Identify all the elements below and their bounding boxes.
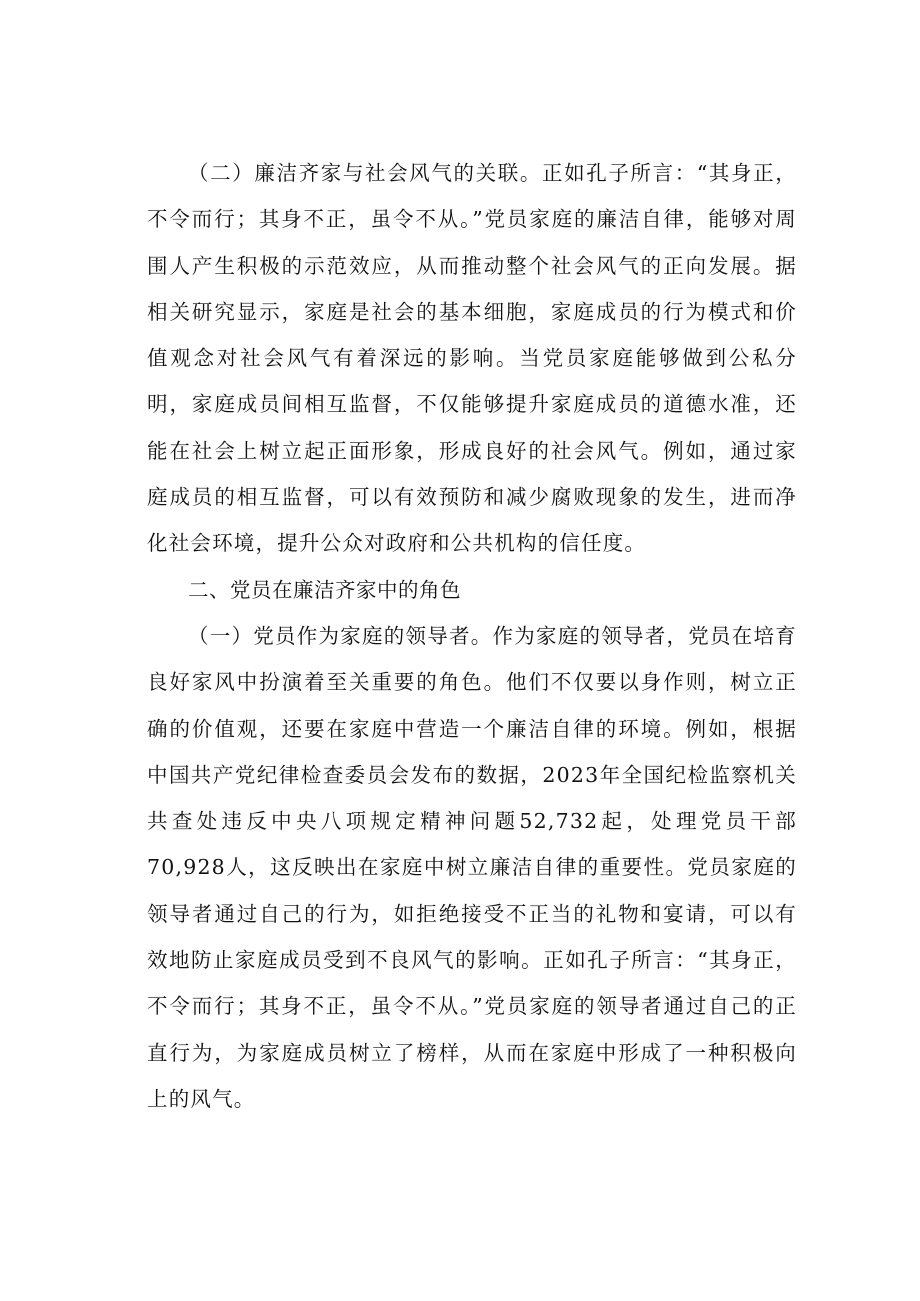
document-body [147, 150, 797, 1122]
paragraph-family-leader: （一）党员作为家庭的领导者。作为家庭的领导者，党员在培育良好家风中扮演着至关重要的角色。他们不仅要以身作则，树立正确的价值观，还要在家庭中营造一个廉洁自律的环境。例如，根据中国共产党纪律检查委员会发布的数据，2023年全国纪检监察机关共查处违反中央八项规定精神问题52,732起，处理党员干部70,928人，这反映出在家庭中树立廉洁自律的重要性。党员家庭的领导者通过自己的行为，如拒绝接受不正当的礼物和宴请，可以有效地防止家庭成员受到不良风气的影响。正如孔子所言：“其身正，不令而行；其身不正，虽令不从。”党员家庭的领导者通过自己的正直行为，为家庭成员树立了榜样，从而在家庭中形成了一种积极向上的风气。 [147, 623, 797, 1111]
section-heading: 二、党员在廉洁齐家中的角色 [188, 577, 461, 602]
paragraph-social-atmosphere: （二）廉洁齐家与社会风气的关联。正如孔子所言：“其身正，不令而行；其身不正，虽令不从。”党员家庭的廉洁自律，能够对周围人产生积极的示范效应，从而推动整个社会风气的正向发展。据相关研究显示，家庭是社会的基本细胞，家庭成员的行为模式和价值观念对社会风气有着深远的影响。当党员家庭能够做到公私分明，家庭成员间相互监督，不仅能够提升家庭成员的道德水准，还能在社会上树立起正面形象，形成良好的社会风气。例如，通过家庭成员的相互监督，可以有效预防和减少腐败现象的发生，进而净化社会环境，提升公众对政府和公共机构的信任度。 [147, 161, 797, 556]
